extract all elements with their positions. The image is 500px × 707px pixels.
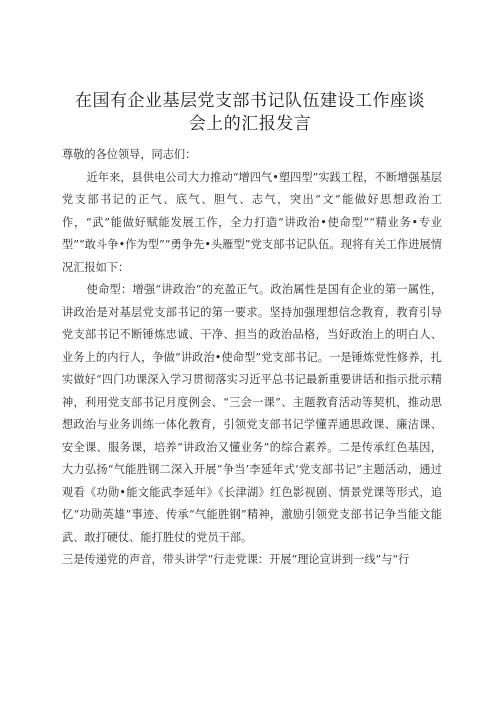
document-title-line-1: 在国有企业基层党支部书记队伍建设工作座谈 <box>75 91 425 111</box>
paragraph-intro: 近年来，县供电公司大力推动“增四气•塑四型”实践工程，不断增强基层党支部书记的正气、底气、胆气、志气，突出“文”能做好思想政治工作，“武”能做好赋能发展工作，全力打造“讲政治•使命型”“精业务•专业型”“敢斗争•作为型”“勇争先•头雁型”党支部书记队伍。现将有关工作进展情况汇报如下： <box>62 170 442 274</box>
paragraph-mission-type: 使命型：增强“讲政治”的充盈正气。政治属性是国有企业的第一属性，讲政治是对基层党支部书记的第一要求。坚持加强理想信念教育，教育引导党支部书记不断锤炼忠诚、干净、担当的政治品格，当好政治上的明白人、业务上的内行人，争做“讲政治•使命型”党支部书记。一是锤炼党性修养，扎实做好“四门功课深入学习贯彻落实习近平总书记最新重要讲话和指示批示精神，利用党支部书记月度例会、“三会一课”、主题教育活动等契机，推动思想政治与业务训练一体化教育，引领党支部书记学懂弄通思政课、廉洁课、安全课、服务课，培养“讲政治又懂业务”的综合素养。二是传承红色基因，大力弘扬“气能胜钢二深入开展”争当’李延年式’党支部书记”主题活动，通过观看《功勋•能文能武李延年》《长津湖》红色影视剧、情景党课等形式，追忆“功勋英雄”事迹、传承“气能胜钢”精神，激励引领党支部书记争当能文能武、敢打硬仗、能打胜仗的党员干部。 <box>62 283 442 544</box>
paragraph-third-point: 三是传递党的声音，带头讲学“行走党课：开展“理论宣讲到一线”与“行 <box>62 553 410 566</box>
salutation: 尊敬的各位领导，同志们： <box>62 148 197 161</box>
document-title-line-2: 会上的汇报发言 <box>188 114 312 134</box>
document-body <box>62 144 442 572</box>
